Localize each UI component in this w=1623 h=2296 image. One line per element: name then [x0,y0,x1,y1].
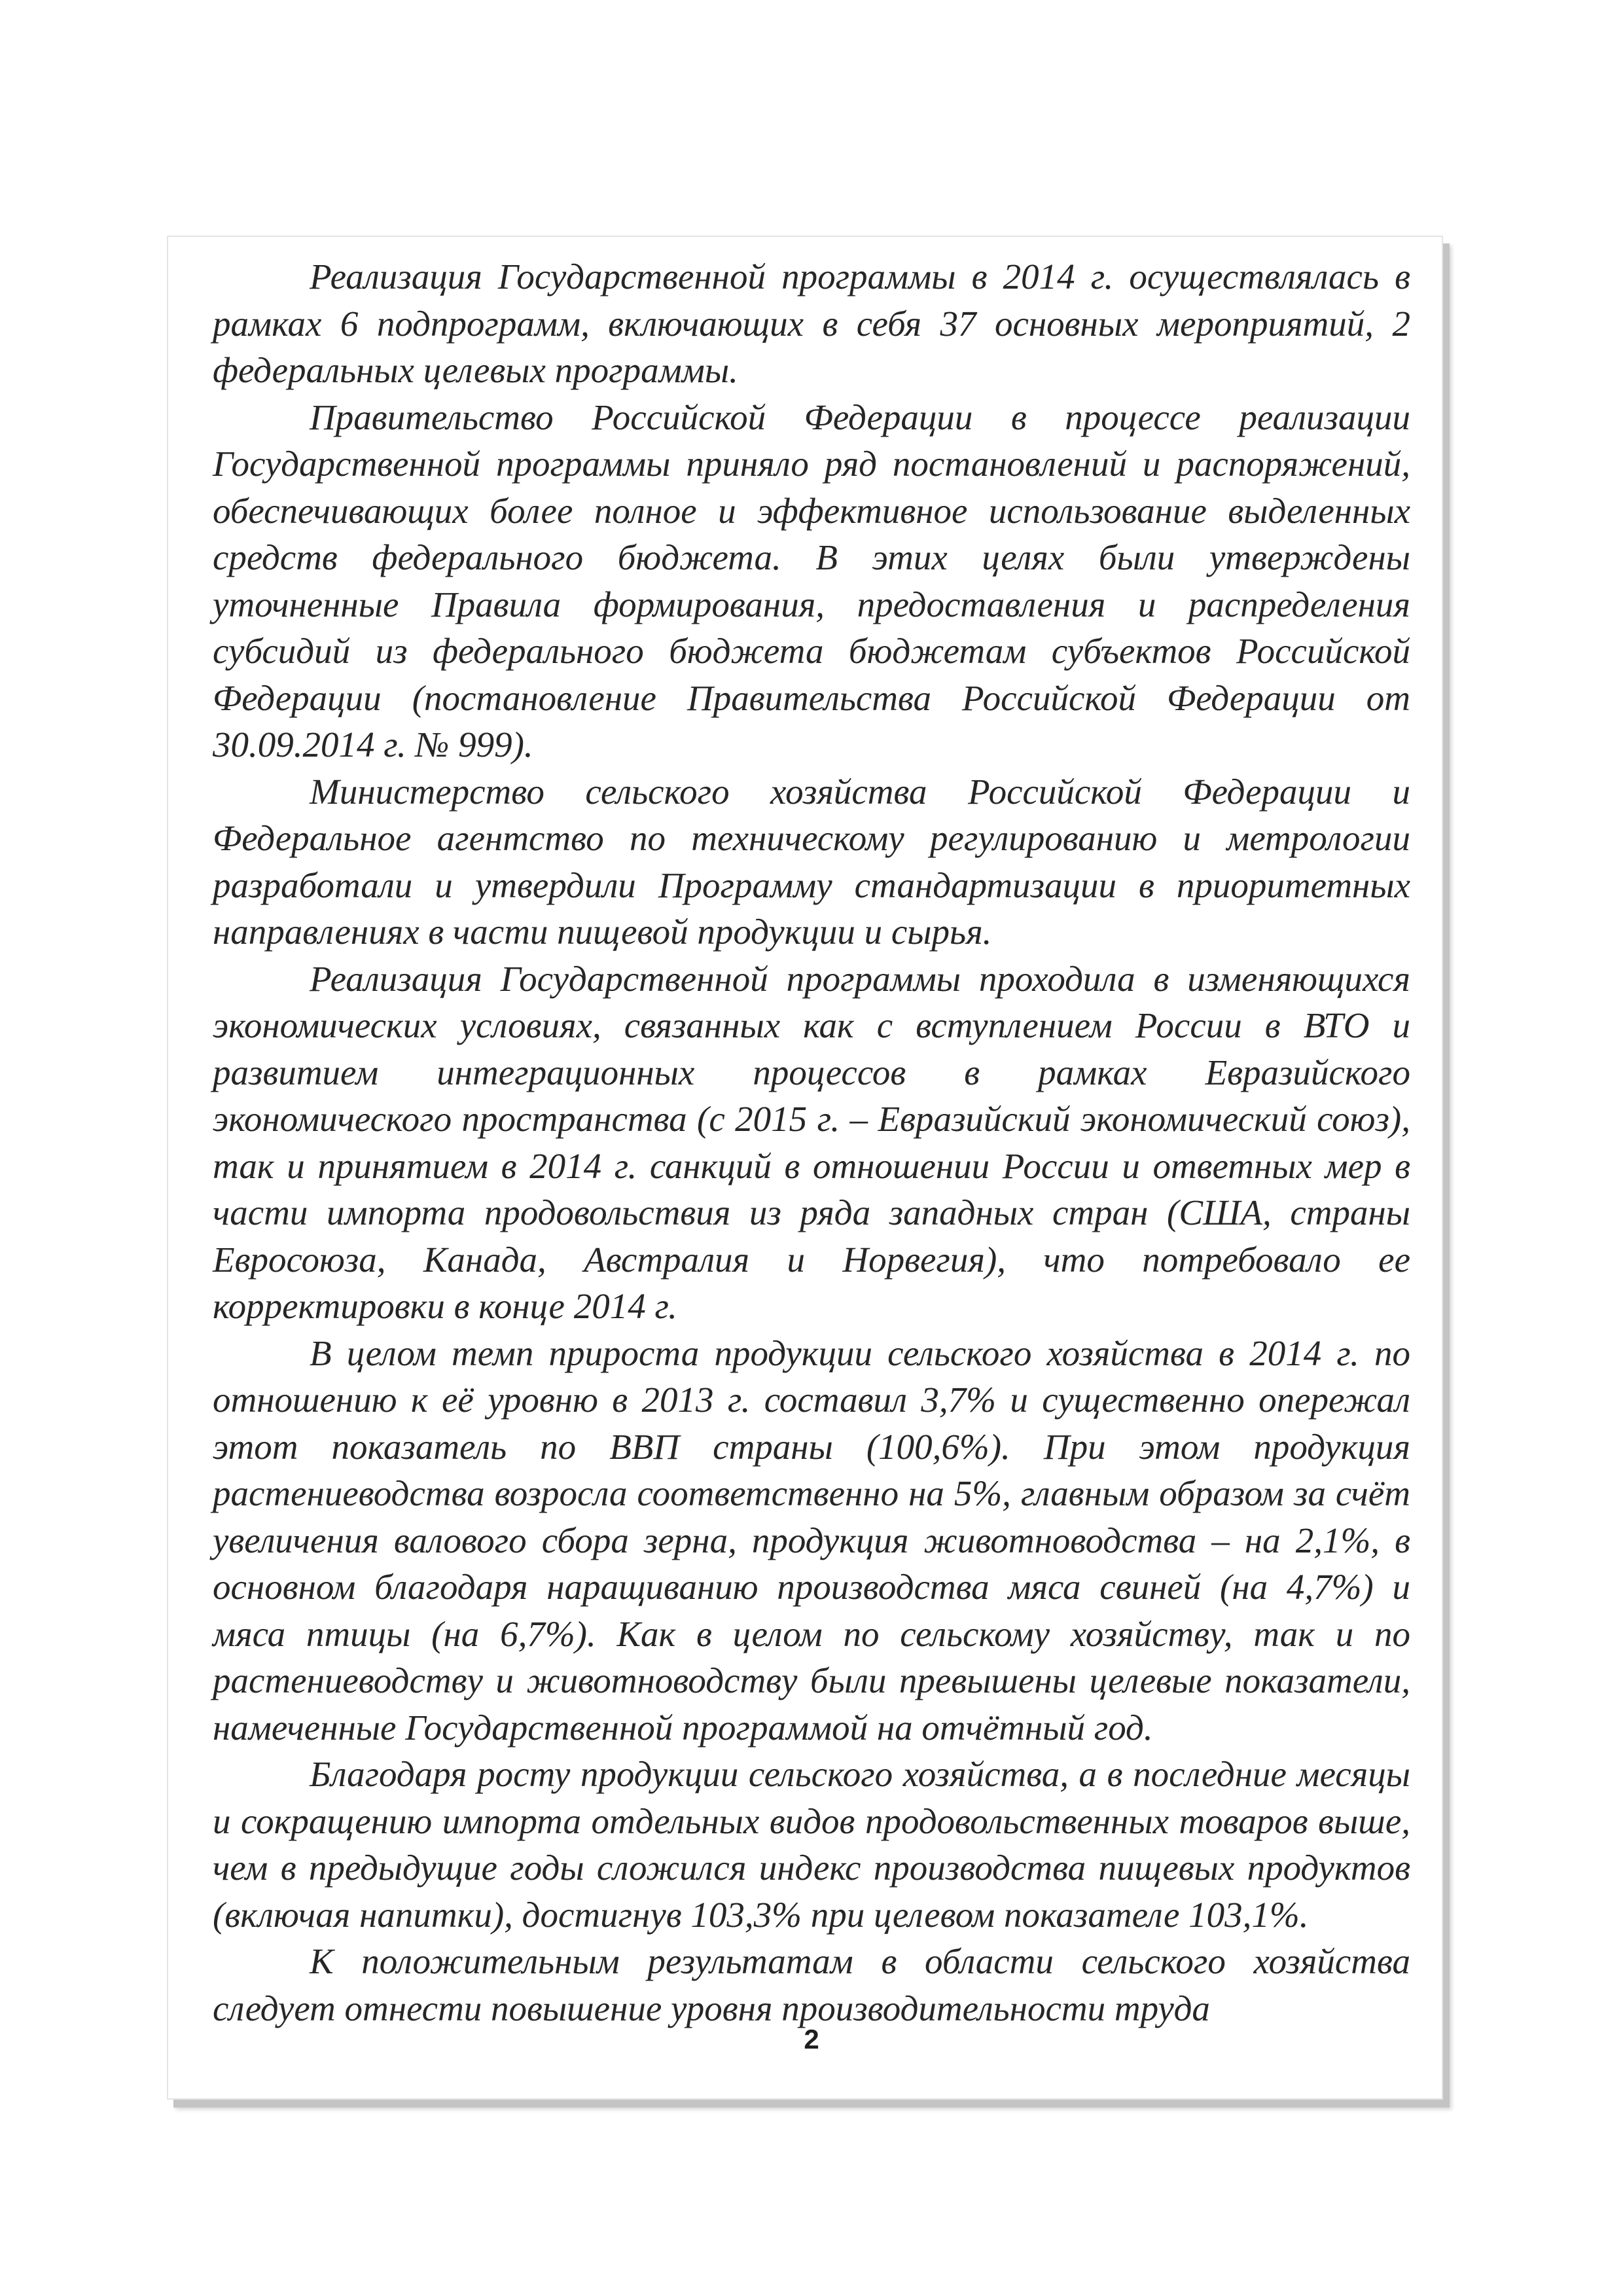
page-number: 2 [804,2024,819,2054]
paragraph-2: Правительство Российской Федерации в процессе реализации Государственной программы приняло ряд постановлений и распоряжений, обеспечивающих более полное и эффективное использование выделенных средств федерального бюджета. В этих целях были утверждены уточненные Правила формирования, предоставления и распределения субсидий из федерального бюджета бюджетам субъектов Российской Федерации (постановление Правительства Российской Федерации от 30.09.2014 г. № 999). [213,397,1410,764]
paragraph-4: Реализация Государственной программы проходила в изменяющихся экономических условиях, связанных как с вступлением России в ВТО и развитием интеграционных процессов в рамках Евразийского экономического пространства (с 2015 г. – Евразийский экономический союз), так и принятием в 2014 г. санкций в отношении России и ответных мер в части импорта продовольствия из ряда западных стран (США, страны Евросоюза, Канада, Австралия и Норвегия), что потребовало ее корректировки в конце 2014 г. [213,958,1410,1326]
paragraph-1: Реализация Государственной программы в 2014 г. осуществлялась в рамках 6 подпрограмм, включающих в себя 37 основных мероприятий, 2 федеральных целевых программы. [213,257,1410,390]
paragraph-6: Благодаря росту продукции сельского хозяйства, а в последние месяцы и сокращению импорта отдельных видов продовольственных товаров выше, чем в предыдущие годы сложился индекс производства пищевых продуктов (включая напитки), достигнув 103,3% при целевом показателе 103,1%. [213,1754,1410,1935]
paragraph-3: Министерство сельского хозяйства Российской Федерации и Федеральное агентство по техническому регулированию и метрологии разработали и утвердили Программу стандартизации в приоритетных направлениях в части пищевой продукции и сырья. [213,771,1410,952]
paragraph-7: К положительным результатам в области сельского хозяйства следует отнести повышение уровня производительности труда [213,1941,1410,2028]
document-body [213,253,1410,2032]
paragraph-5: В целом темп прироста продукции сельского хозяйства в 2014 г. по отношению к её уровню в 2013 г. составил 3,7% и существенно опережал этот показатель по ВВП страны (100,6%). При этом продукция растениеводства возросла соответственно на 5%, главным образом за счёт увеличения валового сбора зерна, продукция животноводства – на 2,1%, в основном благодаря наращиванию производства мяса свиней (на 4,7%) и мяса птицы (на 6,7%). Как в целом по сельскому хозяйству, так и по растениеводству и животноводству были превышены целевые показатели, намеченные Государственной программой на отчётный год. [213,1333,1410,1748]
